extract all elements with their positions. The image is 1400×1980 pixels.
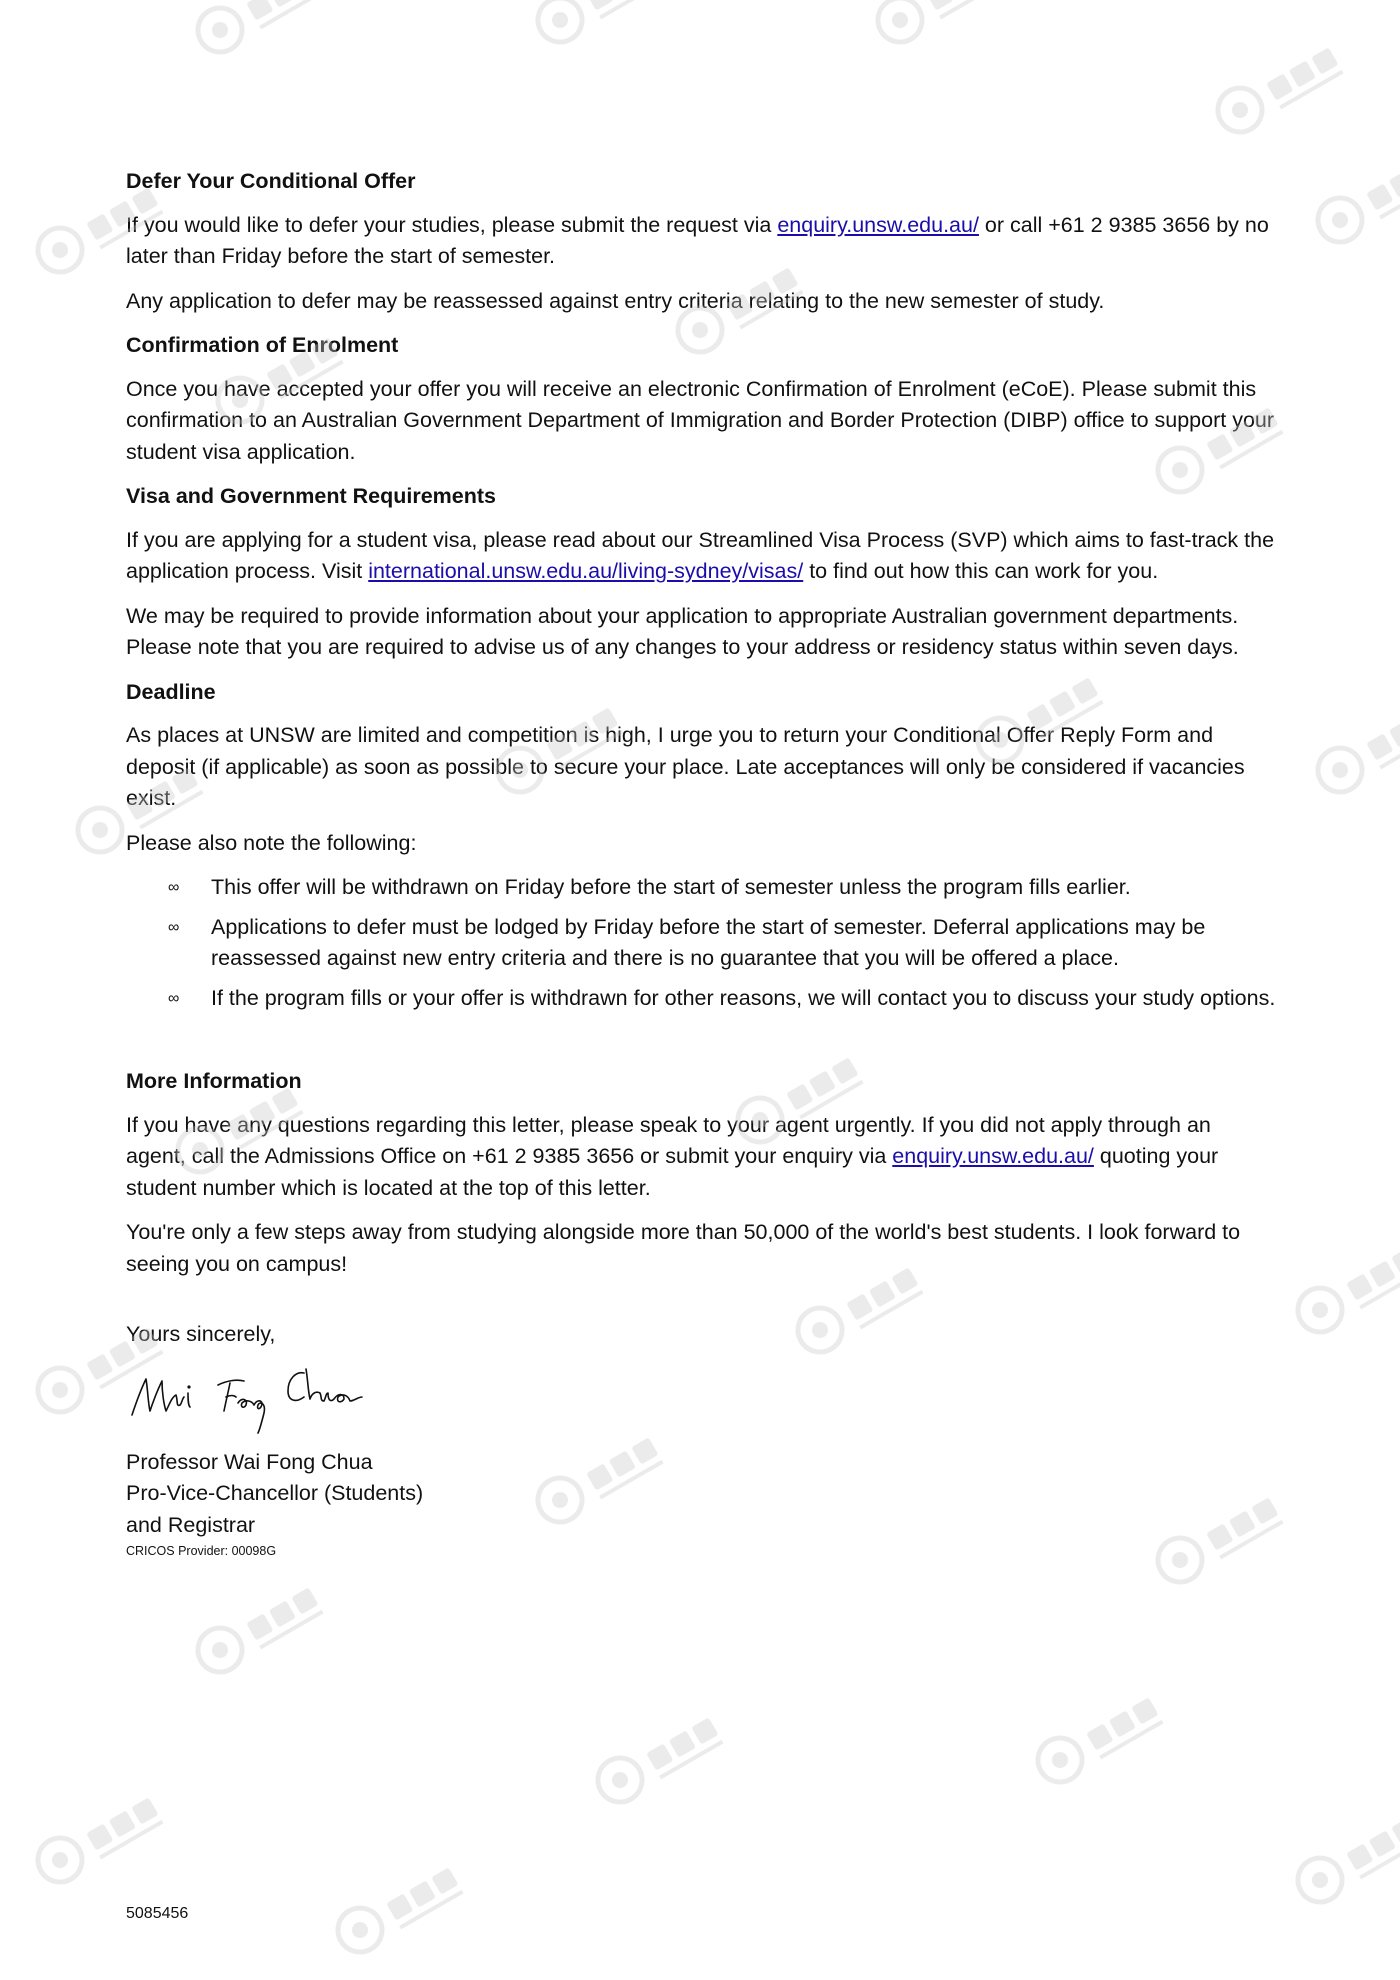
deadline-bullet-list <box>126 872 1276 1014</box>
spacer <box>126 1293 1276 1319</box>
visa-heading: Visa and Government Requirements <box>126 484 496 508</box>
signatory-name: Professor Wai Fong Chua <box>126 1449 373 1474</box>
watermark-emblem-icon <box>590 1707 725 1810</box>
more-info-text-before: If you have any questions regarding this letter, please speak to your agent urgently. If you did not apply through an agent, call the Admissions Office on +61 2 9385 3656 or submit your enquiry via <box>126 1112 1211 1168</box>
watermark-emblem-icon <box>190 1577 325 1680</box>
watermark-emblem-icon <box>190 0 325 60</box>
deadline-note: Please also note the following: <box>126 830 417 855</box>
visa-paragraph <box>126 525 1276 588</box>
watermark-emblem-icon <box>870 0 1005 50</box>
list-item <box>126 983 1276 1015</box>
defer-heading: Defer Your Conditional Offer <box>126 169 416 193</box>
visa-section <box>126 481 1276 664</box>
visa-info-paragraph: We may be required to provide information about your application to appropriate Australian government departments. Please note that you are required to advise us of any changes to your address or residency status within seven days. <box>126 603 1239 659</box>
list-item-text: This offer will be withdrawn on Friday before the start of semester unless the program fills earlier. <box>211 875 1131 899</box>
watermark-emblem-icon <box>1310 697 1400 800</box>
letter-body <box>126 166 1276 1559</box>
coe-heading: Confirmation of Enrolment <box>126 333 399 357</box>
coe-paragraph: Once you have accepted your offer you will receive an electronic Confirmation of Enrolment (eCoE). Please submit this confirmation to an Australian Government Department of Immigration and Border Protection (DIBP) office to support your student visa application. <box>126 376 1275 464</box>
list-item <box>126 912 1276 975</box>
visas-link[interactable]: international.unsw.edu.au/living-sydney/visas/ <box>368 559 804 583</box>
watermark-emblem-icon <box>330 1857 465 1960</box>
watermark-emblem-icon <box>1290 1807 1400 1910</box>
document-number: 5085456 <box>126 1905 189 1922</box>
spacer <box>126 1022 1276 1066</box>
watermark-emblem-icon <box>30 1787 165 1890</box>
salutation: Yours sincerely, <box>126 1322 276 1346</box>
defer-paragraph <box>126 210 1276 273</box>
visa-text-after: to find out how this can work for you. <box>803 559 1159 583</box>
defer-text-after: or call +61 2 9385 3656 by no later than Friday before the start of semester. <box>126 212 1269 268</box>
closing-paragraph: You're only a few steps away from studying alongside more than 50,000 of the world's best students. I look forward to seeing you on campus! <box>126 1220 1241 1276</box>
signature-image <box>126 1357 1276 1437</box>
handwritten-signature-icon <box>126 1357 386 1437</box>
enquiry-link[interactable]: enquiry.unsw.edu.au/ <box>892 1144 1094 1168</box>
signatory-title: Pro-Vice-Chancellor (Students) <box>126 1481 424 1505</box>
defer-text-before: If you would like to defer your studies, please submit the request via <box>126 212 778 237</box>
watermark-emblem-icon <box>1210 37 1345 140</box>
more-info-section <box>126 1066 1276 1280</box>
enquiry-link[interactable]: enquiry.unsw.edu.au/ <box>777 212 979 237</box>
watermark-emblem-icon <box>1290 1237 1400 1340</box>
more-info-heading: More Information <box>126 1069 302 1093</box>
deadline-heading: Deadline <box>126 679 216 704</box>
signature-block <box>126 1319 1276 1559</box>
more-info-paragraph <box>126 1110 1276 1205</box>
visa-text-before: If you are applying for a student visa, please read about our Streamlined Visa Process (SVP) which aims to fast-track the application process. Visit <box>126 527 1275 583</box>
list-item <box>126 872 1276 904</box>
bullet-icon: ∞ <box>168 918 180 936</box>
watermark-emblem-icon <box>1310 147 1400 250</box>
signatory-title-continued: and Registrar <box>126 1512 256 1537</box>
bullet-icon: ∞ <box>168 989 180 1007</box>
deadline-paragraph: As places at UNSW are limited and competition is high, I urge you to return your Conditional Offer Reply Form and deposit (if applicable) as soon as possible to secure your place. Late acceptances will only be considered if vacancies exist. <box>126 723 1245 810</box>
more-info-text-after: quoting your student number which is located at the top of this letter. <box>126 1144 1219 1200</box>
cricos-provider: CRICOS Provider: 00098G <box>126 1544 277 1558</box>
list-item-text: If the program fills or your offer is withdrawn for other reasons, we will contact you to discuss your study options. <box>211 985 1276 1010</box>
list-item-text: Applications to defer must be lodged by Friday before the start of semester. Deferral applications may be reassessed against new entry criteria and there is no guarantee that you will be offered a place. <box>211 914 1206 970</box>
defer-reassess-paragraph: Any application to defer may be reassessed against entry criteria relating to the new semester of study. <box>126 288 1105 313</box>
coe-section <box>126 330 1276 468</box>
watermark-emblem-icon <box>530 0 665 50</box>
watermark-emblem-icon <box>1030 1687 1165 1790</box>
bullet-icon: ∞ <box>168 879 180 896</box>
deadline-section <box>126 677 1276 1015</box>
defer-section <box>126 166 1276 317</box>
